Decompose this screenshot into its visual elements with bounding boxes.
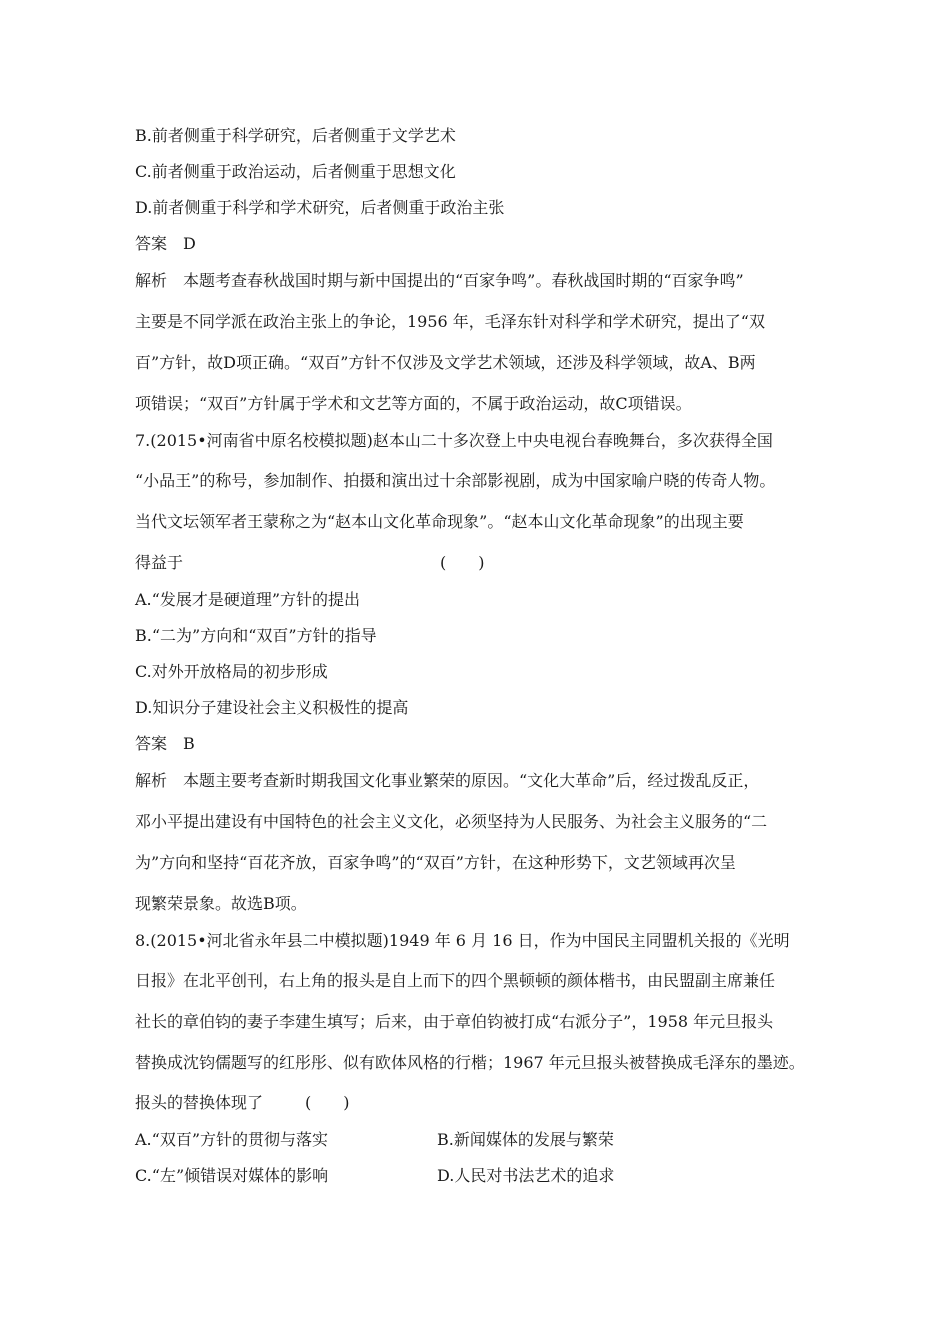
q7-analysis-line-1: 解析 本题主要考查新时期我国文化事业繁荣的原因。“文化大革命”后，经过拨乱反正， [135, 771, 760, 790]
q7-stem-line-3: 当代文坛领军者王蒙称之为“赵本山文化革命现象”。“赵本山文化革命现象”的出现主要 [135, 512, 744, 531]
q7-option-a: A.“发展才是硬道理”方针的提出 [135, 590, 361, 609]
q6-option-d: D.前者侧重于科学和学术研究，后者侧重于政治主张 [135, 198, 505, 217]
q6-option-b: B.前者侧重于科学研究，后者侧重于文学艺术 [135, 126, 456, 145]
q7-option-d: D.知识分子建设社会主义积极性的提高 [135, 698, 409, 717]
q7-stem-line-2: “小品王”的称号，参加制作、拍摄和演出过十余部影视剧，成为中国家喻户晓的传奇人物。 [135, 471, 776, 490]
q7-analysis-line-4: 现繁荣景象。故选B项。 [135, 894, 307, 913]
q7-analysis-line-2: 邓小平提出建设有中国特色的社会主义文化，必须坚持为人民服务、为社会主义服务的“二 [135, 812, 768, 831]
q6-analysis-line-4: 项错误；“双百”方针属于学术和文艺等方面的，不属于政治运动，故C项错误。 [135, 394, 692, 413]
q8-options-row-2 [135, 1162, 615, 1190]
q6-option-c: C.前者侧重于政治运动，后者侧重于思想文化 [135, 162, 456, 181]
q8-stem-line-4: 替换成沈钧儒题写的红彤彤、似有欧体风格的行楷；1967 年元旦报头被替换成毛泽东的墨迹。 [135, 1053, 805, 1072]
q8-stem-line-3: 社长的章伯钧的妻子李建生填写；后来，由于章伯钧被打成“右派分子”，1958 年元旦报头 [135, 1012, 774, 1031]
q7-stem-line-4 [135, 549, 485, 577]
q7-answer-blank: ( ) [440, 553, 485, 572]
q7-stem-text: 得益于 [135, 553, 184, 572]
q6-analysis-line-3: 百”方针，故D项正确。“双百”方针不仅涉及文学艺术领域，还涉及科学领域，故A、B两 [135, 353, 756, 372]
q8-option-c: C.“左”倾错误对媒体的影响 [135, 1166, 329, 1185]
q6-analysis-line-2: 主要是不同学派在政治主张上的争论，1956 年，毛泽东针对科学和学术研究，提出了“双 [135, 312, 765, 331]
q8-stem-text: 报头的替换体现了 [135, 1093, 264, 1112]
q7-option-c: C.对外开放格局的初步形成 [135, 662, 328, 681]
q8-stem-line-1: 8.(2015•河北省永年县二中模拟题)1949 年 6 月 16 日，作为中国民主同盟机关报的《光明 [135, 931, 790, 950]
q8-options-row-1 [135, 1126, 614, 1154]
q8-option-b: B.新闻媒体的发展与繁荣 [437, 1130, 614, 1149]
q8-stem-line-2: 日报》在北平创刊，右上角的报头是自上而下的四个黑顿顿的颜体楷书，由民盟副主席兼任 [135, 971, 776, 990]
q7-option-b: B.“二为”方向和“双百”方针的指导 [135, 626, 377, 645]
q7-stem-line-1: 7.(2015•河南省中原名校模拟题)赵本山二十多次登上中央电视台春晚舞台，多次获得全国 [135, 431, 773, 450]
q8-option-a: A.“双百”方针的贯彻与落实 [135, 1130, 329, 1149]
q8-option-d: D.人民对书法艺术的追求 [437, 1166, 615, 1185]
q6-analysis-line-1: 解析 本题考查春秋战国时期与新中国提出的“百家争鸣”。春秋战国时期的“百家争鸣” [135, 271, 744, 290]
q8-stem-line-5 [135, 1089, 350, 1117]
q8-answer-blank: ( ) [305, 1093, 350, 1112]
q6-answer: 答案 D [135, 234, 196, 253]
q7-answer: 答案 B [135, 734, 195, 753]
q7-analysis-line-3: 为”方向和坚持“百花齐放，百家争鸣”的“双百”方针，在这种形势下，文艺领域再次呈 [135, 853, 736, 872]
